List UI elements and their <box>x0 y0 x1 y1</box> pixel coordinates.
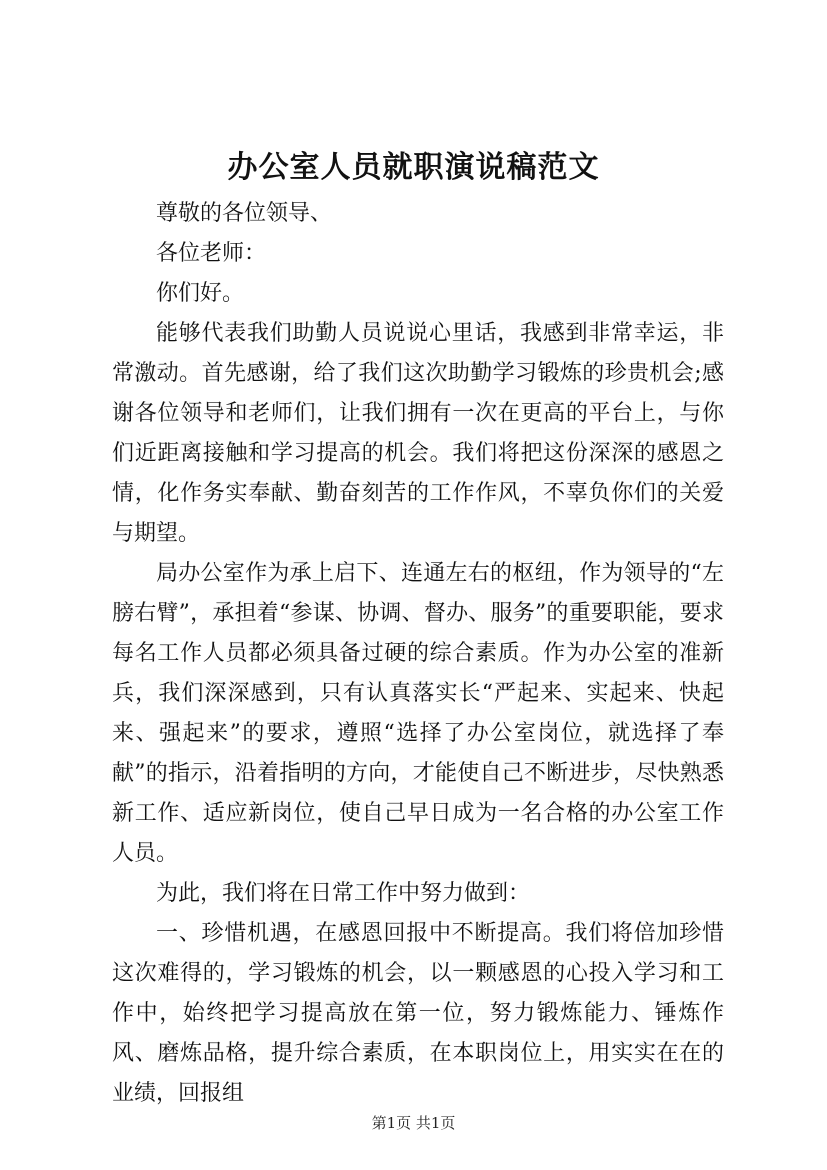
body-paragraph: 一、珍惜机遇，在感恩回报中不断提高。我们将倍加珍惜这次难得的，学习锻炼的机会，以一颗感恩的心投入学习和工作中，始终把学习提高放在第一位，努力锻炼能力、锤炼作风、磨炼品格，提升综合素质，在本职岗位上，用实实在在的业绩，回报组 <box>112 921 724 1106</box>
page-number-footer: 第1页 共1页 <box>371 1114 456 1132</box>
salutation-line-2: 各位老师： <box>156 241 267 266</box>
document-title: 办公室人员就职演说稿范文 <box>227 150 600 185</box>
greeting-line: 你们好。 <box>156 281 245 306</box>
body-paragraph: 能够代表我们助勤人员说说心里话，我感到非常幸运，非常激动。首先感谢，给了我们这次助勤学习锻炼的珍贵机会;感谢各位领导和老师们，让我们拥有一次在更高的平台上，与你们近距离接触和学习提高的机会。我们将把这份深深的感恩之情，化作务实奉献、勤奋刻苦的工作作风，不辜负你们的关爱与期望。 <box>112 321 724 546</box>
body-paragraph: 局办公室作为承上启下、连通左右的枢纽，作为领导的“左膀右臂”，承担着“参谋、协调、督办、服务”的重要职能，要求每名工作人员都必须具备过硬的综合素质。作为办公室的准新兵，我们深深感到，只有认真落实长“严起来、实起来、快起来、强起来”的要求，遵照“选择了办公室岗位，就选择了奉献”的指示，沿着指明的方向，才能使自己不断进步，尽快熟悉新工作、适应新岗位，使自己早日成为一名合格的办公室工作人员。 <box>112 561 724 866</box>
body-paragraph: 为此，我们将在日常工作中努力做到： <box>156 881 531 906</box>
document-body <box>112 194 724 1114</box>
salutation-line-1: 尊敬的各位领导、 <box>156 201 333 226</box>
